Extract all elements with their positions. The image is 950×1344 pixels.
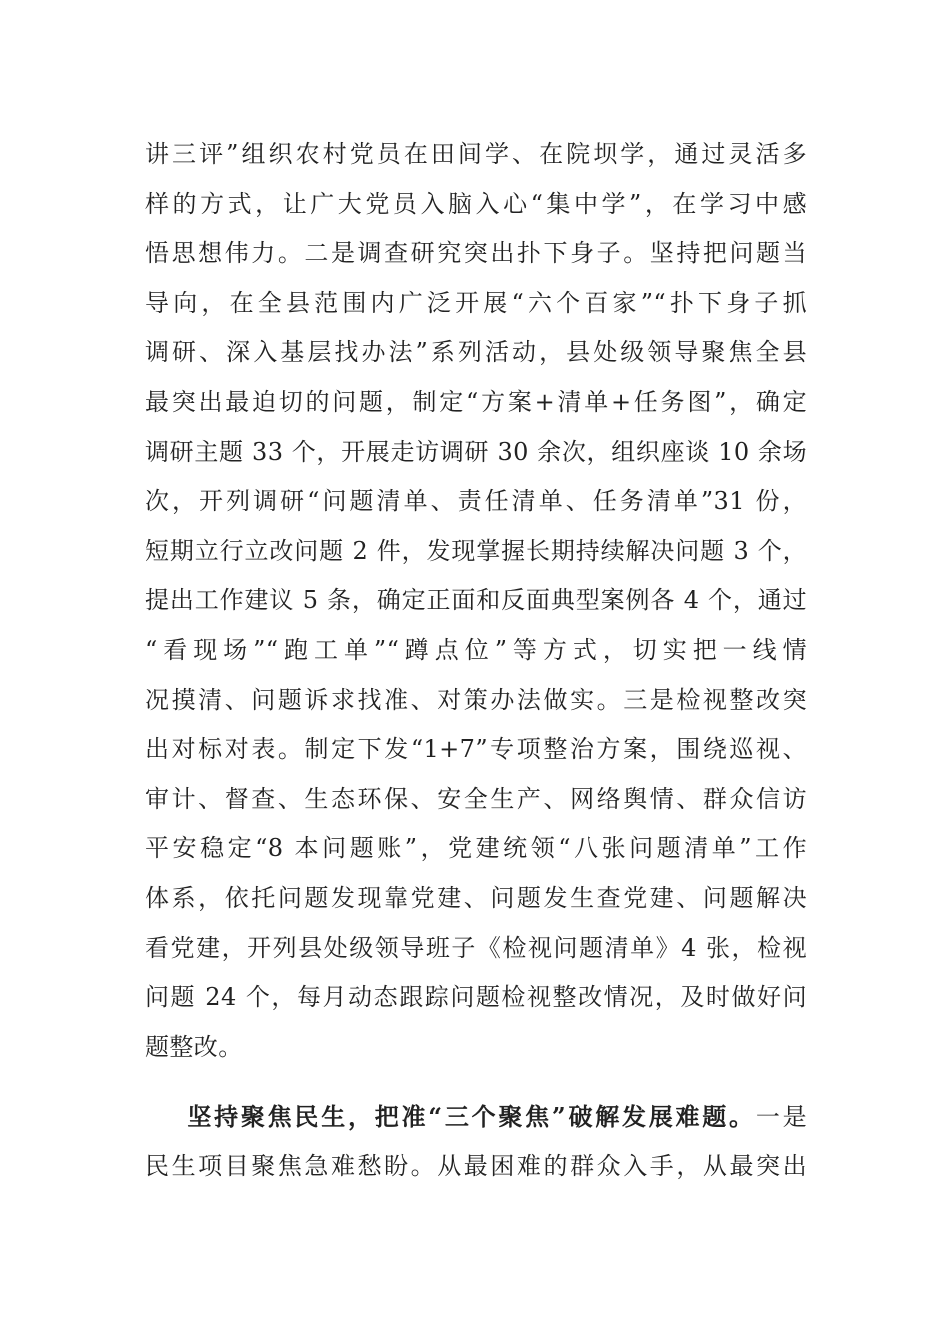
paragraph-2: [145, 1092, 807, 1191]
text-line: 出对标对表。制定下发“1+7”专项整治方案，围绕巡视、: [145, 735, 807, 764]
text-line: 调研、深入基层找办法”系列活动，县处级领导聚焦全县: [145, 338, 807, 367]
text-line: 短期立行立改问题 2 件，发现掌握长期持续解决问题 3 个，: [145, 536, 807, 565]
text-line: 审计、督查、生态环保、安全生产、网络舆情、群众信访: [145, 784, 807, 813]
paragraph-lead-rest: 一是: [755, 1103, 807, 1132]
text-line: 况摸清、问题诉求找准、对策办法做实。三是检视整改突: [145, 685, 807, 714]
text-line: 讲三评”组织农村党员在田间学、在院坝学，通过灵活多: [145, 140, 807, 168]
text-line: 民生项目聚焦急难愁盼。从最困难的群众入手，从最突出: [145, 1151, 807, 1180]
text-line: 次，开列调研“问题清单、责任清单、任务清单”31 份，: [145, 487, 807, 516]
text-line: 提出工作建议 5 条，确定正面和反面典型案例各 4 个，通过: [145, 586, 807, 615]
text-line: 体系，依托问题发现靠党建、问题发生查党建、问题解决: [145, 883, 807, 912]
text-line: 悟思想伟力。二是调查研究突出扑下身子。坚持把问题当: [145, 239, 807, 268]
paragraph-lead-heading: 坚持聚焦民生，把准“三个聚焦”破解发展难题。: [185, 1102, 756, 1132]
text-line: 平安稳定“8 本问题账”，党建统领“八张问题清单”工作: [145, 834, 807, 863]
text-line: 调研主题 33 个，开展走访调研 30 余次，组织座谈 10 余场: [145, 437, 807, 466]
paragraph-gap: [145, 1072, 807, 1092]
text-line: 问题 24 个，每月动态跟踪问题检视整改情况，及时做好问: [145, 983, 807, 1012]
text-line: 导向，在全县范围内广泛开展“六个百家”“扑下身子抓: [145, 288, 807, 317]
text-line: 样的方式，让广大党员入脑入心“集中学”，在学习中感: [145, 189, 807, 218]
paragraph-1: [145, 130, 807, 1072]
text-line: 看党建，开列县处级领导班子《检视问题清单》4 张，检视: [145, 933, 807, 962]
text-line: “看现场”“跑工单”“蹲点位”等方式，切实把一线情: [145, 635, 807, 664]
text-line: 最突出最迫切的问题，制定“方案+清单+任务图”，确定: [145, 387, 807, 416]
text-line: [145, 1092, 807, 1142]
document-body: [145, 130, 807, 1191]
text-line: 题整改。: [145, 1032, 243, 1061]
